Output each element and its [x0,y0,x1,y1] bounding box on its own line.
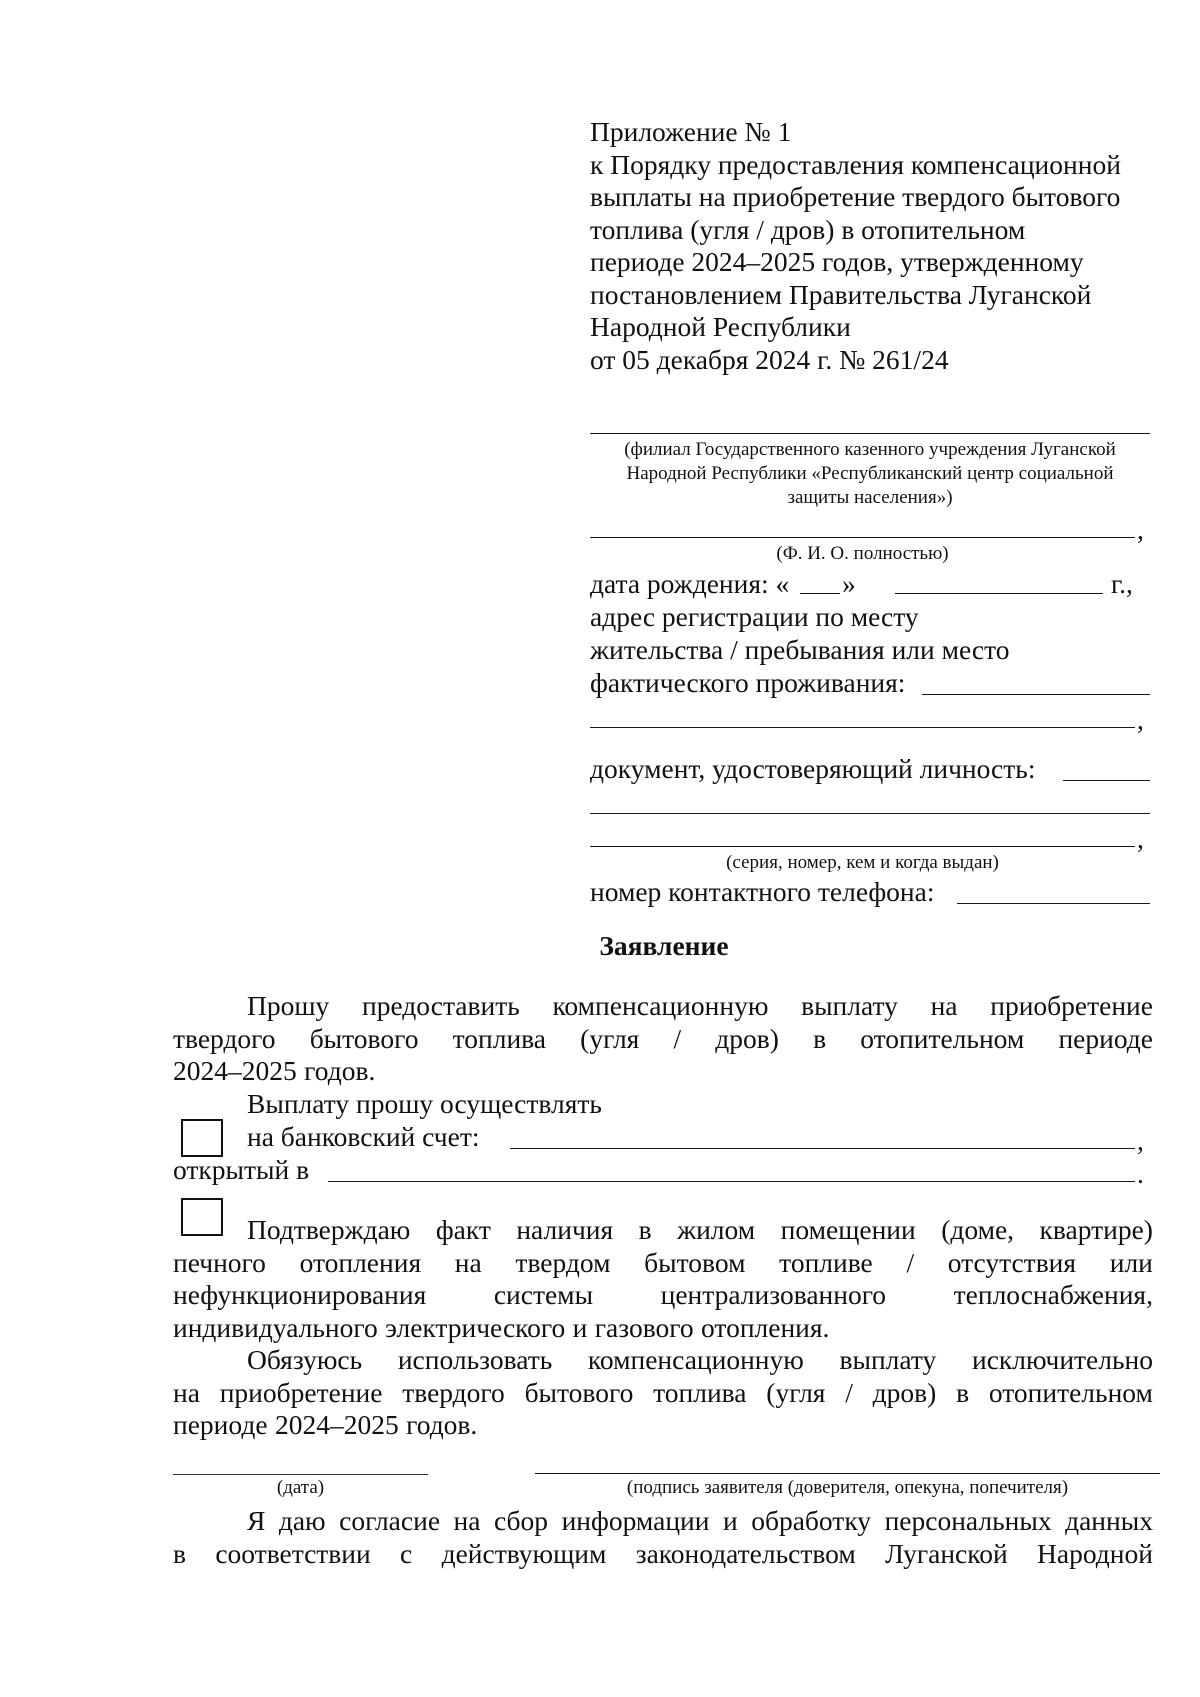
consent-line [173,1538,1153,1571]
appendix-line: Приложение № 1 [590,116,792,147]
request-line [173,1023,1153,1056]
word: в [956,1376,970,1408]
address-comma: , [1137,704,1144,735]
word: отопления. [701,1311,830,1343]
signature-field[interactable] [535,1473,1160,1474]
request-line [173,990,1153,1023]
word: или [1109,1246,1153,1278]
branch-caption-line: (филиал Государственного казенного учреждения Луганской [624,439,1116,460]
word: отопительном [988,1376,1153,1408]
word: 2024–2025 [173,1055,297,1086]
word: помещении [780,1214,916,1245]
address-label-line: жительства / пребывания или место [590,634,1010,665]
branch-blank-line[interactable] [590,433,1150,434]
word: приобретение [219,1376,383,1408]
id-doc-caption: (серия, номер, кем и когда выдан) [726,852,999,873]
branch-caption-line: Народной Республики «Республиканский центр социальной [626,463,1114,484]
word: компенсационную [587,1344,804,1375]
word: твердого [173,1022,276,1054]
birth-date-label: дата рождения: « [590,568,790,599]
word: теплоснабжения, [953,1279,1153,1310]
word: данных [1065,1505,1153,1536]
appendix-line: постановлением Правительства Луганской [590,278,1092,310]
date-field[interactable] [173,1474,428,1475]
word: (угля [766,1376,826,1408]
payment-intro: Выплату прошу осуществлять [247,1088,602,1119]
fio-blank-line[interactable] [590,537,1135,538]
appendix-line: выплаты на приобретение твердого бытового [590,181,1121,212]
id-doc-comma: , [1137,823,1144,854]
request-paragraph [173,990,1153,1088]
word: квартире) [1039,1214,1153,1245]
branch-caption [590,438,1150,510]
word: отопительном [860,1022,1025,1054]
word: дров) [872,1376,937,1408]
address-label-line: фактического проживания: [590,667,906,698]
word: на [930,990,958,1021]
word: периоде [1058,1022,1153,1054]
word: электрического [385,1311,566,1343]
word: бытового [524,1376,634,1408]
word: Народной [1037,1537,1153,1569]
word: на [453,1505,481,1536]
appendix-line: периоде 2024–2025 годов, утвержденному [590,246,1084,277]
word: печного [173,1246,266,1278]
bank-account-comma: , [1137,1125,1144,1156]
birth-day-blank[interactable] [800,593,840,594]
word: системы [493,1279,594,1310]
word: жилом [677,1214,756,1245]
appendix-line: к Порядку предоставления компенсационной [590,148,1121,180]
word: и [723,1505,738,1536]
word: на [454,1246,482,1278]
word: (угля [580,1022,640,1054]
request-line [173,1055,1153,1088]
word: в [813,1022,827,1054]
confirm-line [173,1214,1153,1247]
appendix-line: топлива (угля / дров) в отопительном [590,213,1026,245]
word: выплату [839,1344,937,1375]
consent-paragraph [173,1505,1153,1570]
phone-blank-line[interactable] [957,903,1150,904]
id-doc-blank-line-2[interactable] [590,813,1150,814]
word: твердом [515,1246,611,1278]
word: Подтверждаю [247,1214,411,1245]
word: топливе [779,1246,873,1278]
word: нефункционирования [173,1279,427,1310]
word: / [845,1376,853,1408]
opened-in-period: . [1137,1158,1144,1189]
word: топлива [653,1376,747,1408]
word: законодательством [635,1537,856,1569]
word: твердого [402,1376,505,1408]
obligation-line [173,1409,1153,1442]
consent-line [173,1505,1153,1538]
birth-year-suffix: г., [1111,568,1133,599]
id-doc-blank-line[interactable] [1063,780,1150,781]
confirm-line [173,1279,1153,1312]
word: на [173,1376,200,1408]
word: годов. [406,1409,478,1440]
id-doc-label: документ, удостоверяющий личность: [590,753,1036,784]
word: приобретение [990,990,1153,1021]
opened-in-field[interactable] [328,1181,1135,1182]
branch-caption-line: защиты населения») [787,487,953,508]
word: в [173,1537,186,1569]
appendix-block [590,116,1150,376]
bank-account-checkbox[interactable] [181,1119,223,1157]
address-label-line: адрес регистрации по месту [590,601,919,632]
word: использовать [397,1344,553,1375]
word: газового [594,1311,694,1343]
word: Я [247,1505,266,1536]
obligation-line [173,1344,1153,1377]
word: согласие [339,1505,441,1536]
word: компенсационную [552,990,769,1021]
word: факт [435,1214,491,1245]
fio-caption: (Ф. И. О. полностью) [776,543,949,564]
word: Прошу [247,990,330,1021]
word: предоставить [362,990,520,1021]
bank-account-label: на банковский счет: [247,1121,480,1152]
word: / [906,1246,915,1278]
word: топлива [452,1022,546,1054]
word: отсутствия [947,1246,1077,1278]
birth-date-quote: » [842,568,856,599]
obligation-line [173,1377,1153,1410]
signature-caption: (подпись заявителя (доверителя, опекуна, попечителя) [626,1477,1069,1498]
birth-month-year-blank[interactable] [895,593,1103,594]
word: (доме, [941,1214,1015,1245]
word: 2024–2025 [274,1409,399,1440]
page-title: Заявление [599,930,729,961]
word: периоде [173,1409,268,1440]
word: с [400,1537,413,1569]
word: наличия [516,1214,614,1245]
word: обработку [751,1505,872,1536]
confirm-line [173,1312,1153,1345]
word: в [638,1214,652,1245]
word: / [673,1022,682,1054]
word: информации [561,1505,710,1536]
word: соответствии [215,1537,371,1569]
address-blank-line-2[interactable] [590,727,1135,728]
word: годов. [304,1055,376,1086]
appendix-line: Народной Республики [590,311,851,342]
word: бытовом [644,1246,746,1278]
address-blank-line[interactable] [922,694,1150,695]
word: и [572,1311,588,1343]
obligation-paragraph [173,1344,1153,1442]
word: индивидуального [173,1311,378,1343]
word: персональных [884,1505,1052,1536]
word: даю [278,1505,326,1536]
word: дров) [715,1022,779,1054]
word: отопления [299,1246,422,1278]
confirm-line [173,1247,1153,1280]
word: исключительно [971,1344,1153,1375]
id-doc-blank-line-3[interactable] [590,846,1135,847]
word: действующим [441,1537,607,1569]
phone-label: номер контактного телефона: [590,876,935,907]
word: бытового [309,1022,419,1054]
bank-account-field[interactable] [510,1148,1135,1149]
word: Обязуюсь [247,1344,363,1375]
appendix-line: от 05 декабря 2024 г. № 261/24 [590,343,949,375]
date-caption: (дата) [276,1477,325,1498]
confirm-paragraph [173,1214,1153,1344]
word: Луганской [885,1537,1008,1569]
opened-in-label: открытый в [173,1154,310,1185]
word: сбор [494,1505,549,1536]
word: централизованного [660,1279,887,1310]
fio-comma: , [1137,514,1144,545]
word: выплату [801,990,898,1021]
